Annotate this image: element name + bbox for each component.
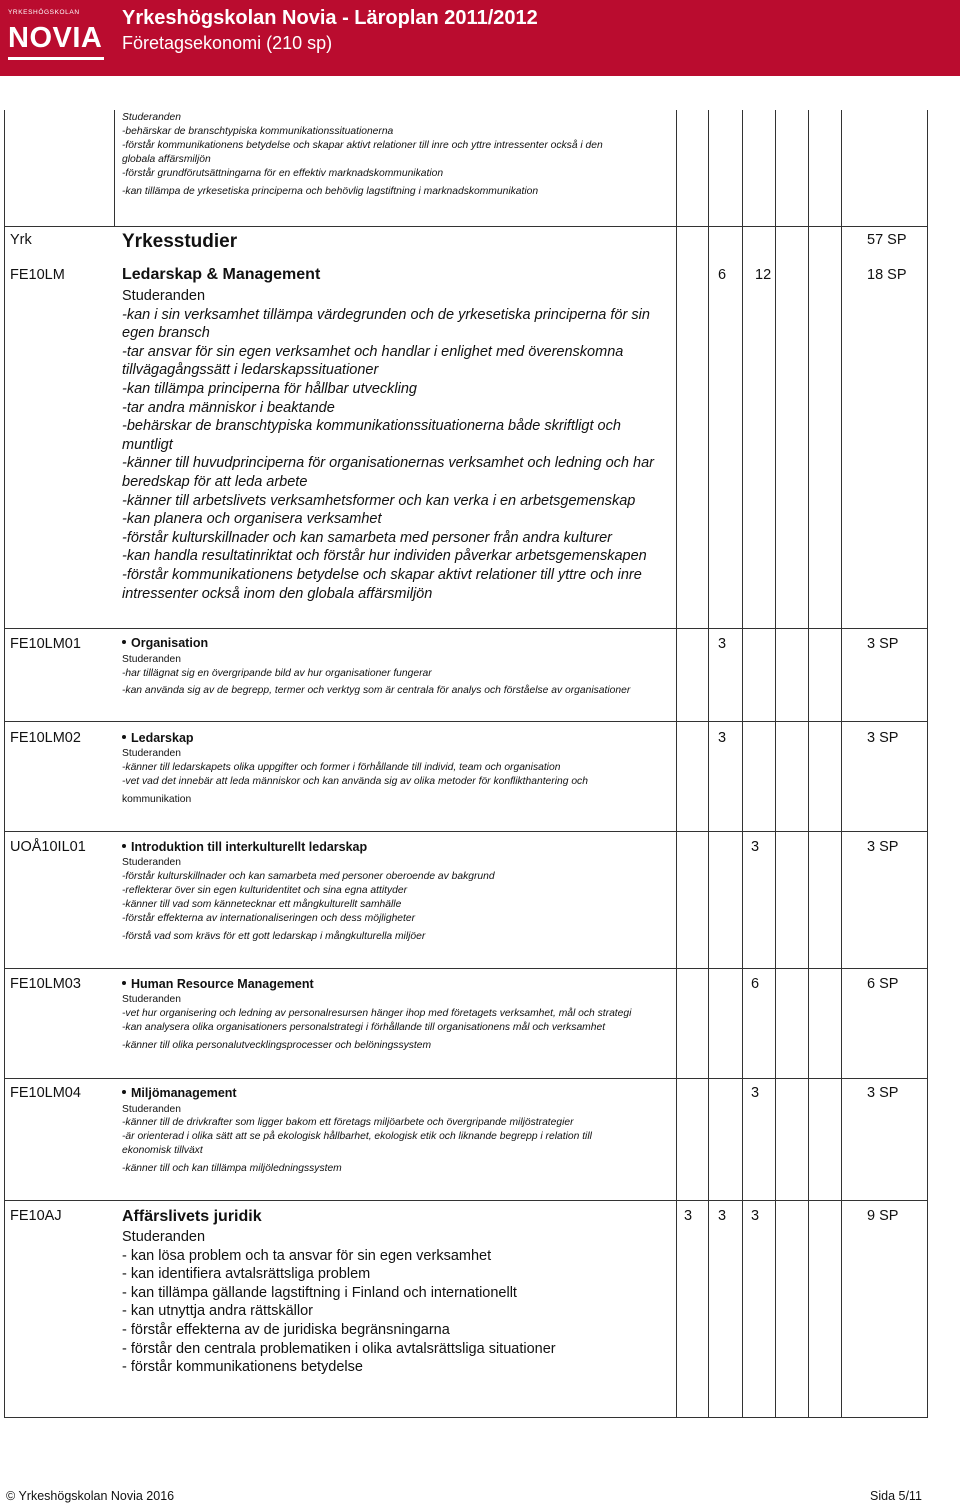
course-title: Miljömanagement <box>131 1086 237 1100</box>
outcome-line: -tar andra människor i beaktande <box>122 399 335 416</box>
row-divider <box>4 831 928 832</box>
outcome-line: -kan planera och organisera verksamhet <box>122 511 382 528</box>
period-value: 6 <box>718 267 727 283</box>
outcome-line: - förstår den centrala problematiken i olika avtalsrättsliga situationer <box>122 1340 556 1357</box>
column-divider <box>676 110 677 1418</box>
outcome-list <box>122 287 654 603</box>
bullet-icon <box>122 981 126 985</box>
outcome-line: kommunikation <box>122 794 192 805</box>
row-divider <box>4 226 928 227</box>
outcome-line: -kan använda sig av de begrepp, termer och verktyg som är centrala för analys och förståelse av organisationer <box>122 685 631 696</box>
period-value: 3 <box>751 1085 760 1101</box>
period-value: 3 <box>751 1208 760 1224</box>
section-code: Yrk <box>10 232 32 248</box>
period-value: 3 <box>751 839 760 855</box>
course-code: FE10LM04 <box>10 1085 81 1101</box>
section-title: Yrkesstudier <box>122 231 238 252</box>
document-subtitle: Företagsekonomi (210 sp) <box>122 33 333 53</box>
course-credits: 3 SP <box>867 730 899 746</box>
row-divider <box>4 1078 928 1079</box>
outcome-line: -känner till arbetslivets verksamhetsformer och kan verka i en arbetsgemenskap <box>122 492 636 509</box>
outcome-line: muntligt <box>122 436 173 453</box>
outcome-line: -förstår grundförutsättningarna för en effektiv marknadskommunikation <box>122 168 444 179</box>
period-value: 3 <box>684 1208 693 1224</box>
outcome-line: - förstår kommunikationens betydelse <box>122 1359 363 1376</box>
outcome-line: beredskap för att leda arbete <box>122 473 308 490</box>
row-divider <box>4 968 928 969</box>
column-divider <box>708 110 709 1418</box>
outcome-line: -förstår kulturskillnader och kan samarbeta med personer oberoende av bakgrund <box>122 871 495 882</box>
outcome-line: - kan tillämpa gällande lagstiftning i Finland och internationellt <box>122 1284 517 1301</box>
outcome-line: -förstår effekterna av internationaliseringen och dess möjligheter <box>122 913 416 924</box>
outcome-line: -vet vad det innebär att leda människor och kan använda sig av olika metoder för konflikthantering och <box>122 776 588 787</box>
row-divider <box>4 628 928 629</box>
bullet-icon <box>122 640 126 644</box>
outcome-line: - förstår effekterna av de juridiska begränsningarna <box>122 1321 450 1338</box>
table-border-bottom <box>4 1417 928 1418</box>
outcome-line: - kan utnyttja andra rättskällor <box>122 1303 314 1320</box>
column-divider <box>742 110 743 1418</box>
outcome-line: -behärskar de branschtypiska kommunikationssituationerna <box>122 126 394 137</box>
logo-top-text: YRKESHÖGSKOLAN <box>8 9 80 16</box>
outcome-line: tillvägagångssätt i ledarskapssituationer <box>122 362 379 379</box>
course-code: FE10AJ <box>10 1208 62 1224</box>
period-value: 3 <box>718 636 727 652</box>
outcome-line: Studeranden <box>122 748 181 759</box>
outcome-line: ekonomisk tillväxt <box>122 1145 203 1156</box>
outcome-line: -känner till vad som kännetecknar ett mångkulturellt samhälle <box>122 899 402 910</box>
row-divider <box>4 1200 928 1201</box>
column-divider <box>808 110 809 1418</box>
course-title: Organisation <box>131 636 209 650</box>
outcome-line: -kan handla resultatinriktat och förstår hur individen påverkar arbetsgemenskapen <box>122 548 647 565</box>
course-credits: 3 SP <box>867 636 899 652</box>
course-code: FE10LM01 <box>10 636 81 652</box>
outcome-line: -känner till och kan tillämpa miljöledningssystem <box>122 1163 342 1174</box>
outcome-line: Studeranden <box>122 1229 206 1245</box>
course-code: FE10LM02 <box>10 730 81 746</box>
outcome-line: -kan tillämpa de yrkesetiska principerna och behövlig lagstiftning i marknadskommunikation <box>122 186 539 197</box>
outcome-line: -reflekterar över sin egen kulturidentitet och sina egna attityder <box>122 885 408 896</box>
outcome-line: -kan i sin verksamhet tillämpa värdegrunden och de yrkesetiska principerna för sin <box>122 306 650 323</box>
course-title: Human Resource Management <box>131 977 314 991</box>
page-number: Sida 5/11 <box>870 1489 922 1503</box>
course-code: FE10LM <box>10 267 65 283</box>
outcome-line: Studeranden <box>122 654 181 665</box>
logo-main-text: NOVIA <box>8 22 103 54</box>
page-header <box>0 0 960 76</box>
outcome-line: -kan analysera olika organisationers personalstrategi i förhållande till organisationens mål och verksamhet <box>122 1022 606 1033</box>
outcome-list <box>122 1228 556 1377</box>
period-value: 3 <box>718 730 727 746</box>
table-border-left <box>4 110 5 1418</box>
course-credits: 3 SP <box>867 839 899 855</box>
novia-logo <box>0 0 112 76</box>
document-title: Yrkeshögskolan Novia - Läroplan 2011/2012 <box>122 7 538 29</box>
copyright-text: © Yrkeshögskolan Novia 2016 <box>6 1489 175 1503</box>
table-border-right <box>927 110 928 1418</box>
outcome-line: - kan identifiera avtalsrättsliga problem <box>122 1266 371 1283</box>
outcome-line: -känner till ledarskapets olika uppgifter och former i förhållande till individ, team och organisation <box>122 762 561 773</box>
outcome-line: Studeranden <box>122 1104 181 1115</box>
outcome-line: -behärskar de branschtypiska kommunikationssituationerna både skriftligt och <box>122 418 621 435</box>
outcome-line: Studeranden <box>122 994 181 1005</box>
course-title: Ledarskap & Management <box>122 266 321 283</box>
outcome-line: - kan lösa problem och ta ansvar för sin egen verksamhet <box>122 1247 492 1264</box>
outcome-line: -förstå vad som krävs för ett gott ledarskap i mångkulturella miljöer <box>122 931 426 942</box>
period-value: 6 <box>751 976 760 992</box>
course-code: UOÅ10IL01 <box>10 839 86 855</box>
outcome-line: -har tillägnat sig en övergripande bild av hur organisationer fungerar <box>122 668 432 679</box>
outcome-line: Studeranden <box>122 288 206 304</box>
course-credits: 3 SP <box>867 1085 899 1101</box>
outcome-line: intressenter också inom den globala affärsmiljön <box>122 585 433 602</box>
outcome-line: Studeranden <box>122 112 181 123</box>
bullet-icon <box>122 844 126 848</box>
bullet-icon <box>122 735 126 739</box>
outcome-line: -känner till de drivkrafter som ligger bakom ett företags miljöarbete och övergripande miljöstrategier <box>122 1117 574 1128</box>
column-divider <box>114 110 115 226</box>
outcome-line: egen bransch <box>122 325 210 342</box>
outcome-line: Studeranden <box>122 857 181 868</box>
period-value: 3 <box>718 1208 727 1224</box>
course-credits: 18 SP <box>867 267 907 283</box>
bullet-icon <box>122 1090 126 1094</box>
course-title: Ledarskap <box>131 731 194 745</box>
outcome-line: -känner till huvudprinciperna för organisationernas verksamhet och ledning och har <box>122 455 654 472</box>
column-divider <box>775 110 776 1418</box>
course-credits: 6 SP <box>867 976 899 992</box>
outcome-line: -känner till olika personalutvecklingsprocesser och belöningssystem <box>122 1040 432 1051</box>
course-title: Affärslivets juridik <box>122 1208 262 1225</box>
column-divider <box>841 110 842 1418</box>
course-title: Introduktion till interkulturellt ledarskap <box>131 840 368 854</box>
row-divider <box>4 721 928 722</box>
outcome-line: -är orienterad i olika sätt att se på ekologisk hållbarhet, ekologisk etik och liknande begrepp i relation till <box>122 1131 592 1142</box>
section-credits: 57 SP <box>867 232 907 248</box>
course-credits: 9 SP <box>867 1208 899 1224</box>
outcome-line: globala affärsmiljön <box>122 154 211 165</box>
outcome-line: -förstår kommunikationens betydelse och skapar aktivt relationer till yttre och inre <box>122 566 642 583</box>
logo-bar <box>8 57 104 60</box>
outcome-line: -förstår kommunikationens betydelse och skapar aktivt relationer till inre och yttre intressenter också i den <box>122 140 603 151</box>
outcome-line: -tar ansvar för sin egen verksamhet och handlar i enlighet med överenskomna <box>122 343 624 360</box>
outcome-line: -förstår kulturskillnader och kan samarbeta med personer från andra kulturer <box>122 529 613 546</box>
period-value: 12 <box>755 267 772 283</box>
course-code: FE10LM03 <box>10 976 81 992</box>
outcome-line: -kan tillämpa principerna för hållbar utveckling <box>122 380 417 397</box>
outcome-line: -vet hur organisering och ledning av personalresursen hänger ihop med företagets verksamhet, mål och strategi <box>122 1008 632 1019</box>
